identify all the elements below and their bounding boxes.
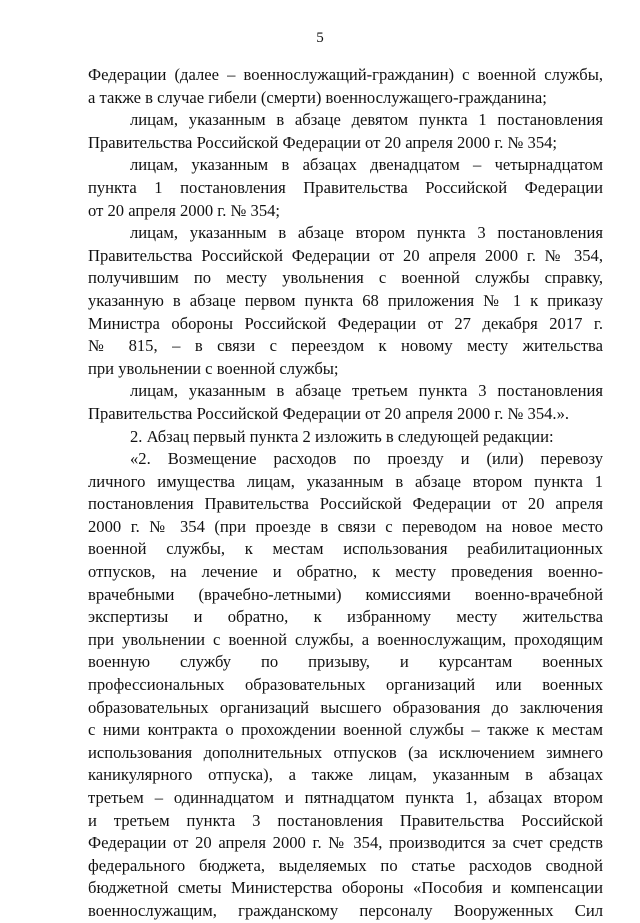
text-line: получившим по месту увольнения с военной службы справку,	[88, 268, 603, 288]
text-line: экспертизы и обратно, к избранному месту жительства	[88, 607, 603, 627]
text-line: Правительства Российской Федерации от 20 апреля 2000 г. № 354;	[88, 132, 558, 152]
text-line: отпусков, на лечение и обратно, к месту проведения военно-	[88, 562, 603, 582]
text-line: от 20 апреля 2000 г. № 354;	[88, 200, 281, 220]
page-number: 5	[316, 30, 324, 46]
text-line: бюджетной сметы Министерства обороны «Пособия и компенсации	[88, 878, 603, 898]
text-line: военной службы, к местам использования реабилитационных	[88, 539, 603, 559]
text-line: пункта 1 постановления Правительства Российской Федерации	[88, 177, 603, 197]
text-line: Федерации (далее – военнослужащий-гражданин) с военной службы,	[88, 65, 603, 84]
text-line: лицам, указанным в абзаце втором пункта 3 постановления	[130, 223, 603, 243]
text-line: Министра обороны Российской Федерации от 27 декабря 2017 г.	[88, 313, 603, 333]
text-line: личного имущества лицам, указанным в абзаце втором пункта 1	[88, 471, 603, 491]
text-line: постановления Правительства Российской Федерации от 20 апреля	[88, 494, 603, 514]
text-line: 2000 г. № 354 (при проезде в связи с переводом на новое место	[88, 516, 603, 536]
text-line: каникулярного отпуска), а также лицам, указанным в абзацах	[88, 765, 603, 785]
text-line: лицам, указанным в абзаце девятом пункта 1 постановления	[130, 110, 603, 130]
text-line: Правительства Российской Федерации от 20 апреля 2000 г. № 354,	[88, 245, 603, 265]
text-line: лицам, указанным в абзацах двенадцатом – четырнадцатом	[130, 155, 603, 175]
text-line: Правительства Российской Федерации от 20 апреля 2000 г. № 354.».	[88, 403, 570, 423]
text-line: третьем – одиннадцатом и пятнадцатом пункта 1, абзацах втором	[88, 788, 603, 807]
text-line: «2. Возмещение расходов по проезду и (или) перевозу	[130, 449, 603, 469]
text-line: военную службу по призыву, и курсантам военных	[88, 652, 603, 672]
text-line: федерального бюджета, выделяемых по статье расходов сводной	[88, 855, 603, 875]
text-line: при увольнении с военной службы;	[88, 358, 339, 378]
text-line: образовательных организаций высшего образования до заключения	[88, 697, 603, 717]
text-line: врачебными (врачебно-летными) комиссиями военно-врачебной	[88, 584, 603, 604]
text-line: указанную в абзаце первом пункта 68 приложения № 1 к приказу	[88, 290, 603, 310]
text-line: с ними контракта о прохождении военной службы – также к местам	[88, 720, 603, 740]
text-line: Федерации от 20 апреля 2000 г. № 354, производится за счет средств	[88, 833, 603, 853]
text-line: профессиональных образовательных организаций или военных	[88, 675, 603, 695]
text-line: при увольнении с военной службы, а военнослужащим, проходящим	[88, 629, 603, 649]
text-line: № 815, – в связи с переездом к новому месту жительства	[88, 336, 603, 356]
text-line: лицам, указанным в абзаце третьем пункта 3 постановления	[130, 381, 603, 401]
text-line: а также в случае гибели (смерти) военнослужащего-гражданина;	[88, 87, 547, 107]
text-line: использования дополнительных отпусков (за исключением зимнего	[88, 742, 603, 762]
text-line: и третьем пункта 3 постановления Правительства Российской	[88, 810, 603, 830]
text-line: военнослужащим, гражданскому персоналу Вооруженных Сил	[88, 900, 603, 920]
text-line: 2. Абзац первый пункта 2 изложить в следующей редакции:	[130, 426, 554, 446]
document-body	[88, 64, 603, 923]
